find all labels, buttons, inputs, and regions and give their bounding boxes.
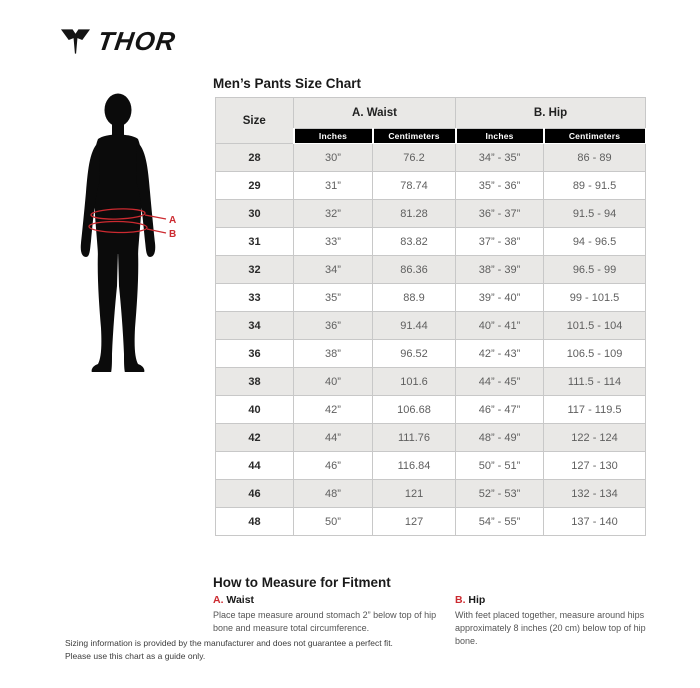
brand-logo bbox=[60, 25, 176, 57]
measure-waist-text: Place tape measure around stomach 2” below top of hip bone and measure total circumference. bbox=[213, 610, 437, 634]
table-row bbox=[216, 508, 646, 536]
disclaimer-line-1: Sizing information is provided by the manufacturer and does not guarantee a perfect fit. bbox=[65, 638, 393, 648]
measure-heading: How to Measure for Fitment bbox=[213, 575, 391, 590]
hip-centimeters-header: Centimeters bbox=[544, 129, 646, 144]
table-row bbox=[216, 424, 646, 452]
waist-inches-header: Inches bbox=[294, 129, 373, 144]
hip-inches-cell: 34” - 35” bbox=[456, 144, 544, 172]
hip-centimeters-cell: 89 - 91.5 bbox=[544, 172, 646, 200]
size-cell: 36 bbox=[216, 340, 294, 368]
size-cell: 33 bbox=[216, 284, 294, 312]
table-row bbox=[216, 340, 646, 368]
waist-inches-cell: 36” bbox=[294, 312, 373, 340]
hip-centimeters-cell: 127 - 130 bbox=[544, 452, 646, 480]
waist-centimeters-cell: 116.84 bbox=[373, 452, 456, 480]
hip-centimeters-cell: 91.5 - 94 bbox=[544, 200, 646, 228]
hip-marker-label: B bbox=[169, 229, 177, 240]
table-row bbox=[216, 144, 646, 172]
size-cell: 46 bbox=[216, 480, 294, 508]
disclaimer-line-2: Please use this chart as a guide only. bbox=[65, 650, 206, 661]
measure-hip-name: Hip bbox=[468, 594, 486, 606]
hip-inches-cell: 36” - 37” bbox=[456, 200, 544, 228]
table-row bbox=[216, 312, 646, 340]
table-row bbox=[216, 256, 646, 284]
waist-centimeters-cell: 88.9 bbox=[373, 284, 456, 312]
disclaimer bbox=[65, 637, 393, 663]
size-cell: 31 bbox=[216, 228, 294, 256]
waist-inches-cell: 38” bbox=[294, 340, 373, 368]
hip-centimeters-cell: 137 - 140 bbox=[544, 508, 646, 536]
waist-inches-cell: 34” bbox=[294, 256, 373, 284]
table-row bbox=[216, 480, 646, 508]
waist-inches-cell: 35” bbox=[294, 284, 373, 312]
measure-hip-section bbox=[455, 594, 667, 648]
hip-inches-cell: 40” - 41” bbox=[456, 312, 544, 340]
hip-centimeters-cell: 117 - 119.5 bbox=[544, 396, 646, 424]
body-measurement-figure bbox=[76, 92, 186, 372]
size-cell: 38 bbox=[216, 368, 294, 396]
size-cell: 34 bbox=[216, 312, 294, 340]
table-row bbox=[216, 172, 646, 200]
size-cell: 30 bbox=[216, 200, 294, 228]
waist-inches-cell: 30” bbox=[294, 144, 373, 172]
table-row bbox=[216, 396, 646, 424]
hip-inches-cell: 46” - 47” bbox=[456, 396, 544, 424]
hip-group-header: B. Hip bbox=[456, 98, 646, 129]
hip-centimeters-cell: 111.5 - 114 bbox=[544, 368, 646, 396]
hip-centimeters-cell: 132 - 134 bbox=[544, 480, 646, 508]
waist-centimeters-cell: 86.36 bbox=[373, 256, 456, 284]
measure-waist-label bbox=[213, 594, 448, 606]
hip-inches-cell: 44” - 45” bbox=[456, 368, 544, 396]
brand-name: THOR bbox=[95, 25, 178, 56]
measure-waist-name: Waist bbox=[226, 594, 255, 606]
size-table bbox=[215, 97, 647, 536]
waist-inches-cell: 33” bbox=[294, 228, 373, 256]
hip-inches-cell: 52” - 53” bbox=[456, 480, 544, 508]
page-title: Men’s Pants Size Chart bbox=[213, 76, 362, 91]
thor-horns-icon bbox=[60, 28, 91, 55]
hip-centimeters-cell: 86 - 89 bbox=[544, 144, 646, 172]
waist-centimeters-cell: 127 bbox=[373, 508, 456, 536]
measure-hip-text: With feet placed together, measure around hips approximately 8 inches (20 cm) below top of hip bone. bbox=[455, 610, 646, 647]
table-row bbox=[216, 200, 646, 228]
size-column-header: Size bbox=[216, 98, 294, 144]
waist-marker-label: A bbox=[169, 215, 177, 226]
waist-inches-cell: 32” bbox=[294, 200, 373, 228]
waist-centimeters-cell: 121 bbox=[373, 480, 456, 508]
hip-centimeters-cell: 99 - 101.5 bbox=[544, 284, 646, 312]
hip-inches-cell: 48” - 49” bbox=[456, 424, 544, 452]
table-row bbox=[216, 228, 646, 256]
waist-inches-cell: 46” bbox=[294, 452, 373, 480]
waist-centimeters-cell: 91.44 bbox=[373, 312, 456, 340]
measure-waist-section bbox=[213, 594, 448, 635]
waist-centimeters-cell: 101.6 bbox=[373, 368, 456, 396]
size-cell: 44 bbox=[216, 452, 294, 480]
waist-inches-cell: 50” bbox=[294, 508, 373, 536]
hip-inches-header: Inches bbox=[456, 129, 544, 144]
waist-centimeters-cell: 83.82 bbox=[373, 228, 456, 256]
waist-centimeters-cell: 78.74 bbox=[373, 172, 456, 200]
table-row bbox=[216, 284, 646, 312]
waist-centimeters-cell: 81.28 bbox=[373, 200, 456, 228]
size-cell: 29 bbox=[216, 172, 294, 200]
hip-centimeters-cell: 106.5 - 109 bbox=[544, 340, 646, 368]
hip-centimeters-cell: 122 - 124 bbox=[544, 424, 646, 452]
size-cell: 28 bbox=[216, 144, 294, 172]
waist-inches-cell: 44” bbox=[294, 424, 373, 452]
measure-hip-label bbox=[455, 594, 667, 606]
table-row bbox=[216, 368, 646, 396]
table-row bbox=[216, 452, 646, 480]
size-cell: 32 bbox=[216, 256, 294, 284]
measure-hip-letter: B. bbox=[455, 594, 466, 606]
measure-waist-letter: A. bbox=[213, 594, 224, 606]
waist-centimeters-cell: 76.2 bbox=[373, 144, 456, 172]
size-cell: 48 bbox=[216, 508, 294, 536]
size-cell: 42 bbox=[216, 424, 294, 452]
waist-centimeters-cell: 96.52 bbox=[373, 340, 456, 368]
hip-inches-cell: 54” - 55” bbox=[456, 508, 544, 536]
hip-inches-cell: 50” - 51” bbox=[456, 452, 544, 480]
hip-centimeters-cell: 101.5 - 104 bbox=[544, 312, 646, 340]
waist-inches-cell: 40” bbox=[294, 368, 373, 396]
hip-inches-cell: 42” - 43” bbox=[456, 340, 544, 368]
waist-group-header: A. Waist bbox=[294, 98, 456, 129]
waist-centimeters-cell: 106.68 bbox=[373, 396, 456, 424]
waist-centimeters-cell: 111.76 bbox=[373, 424, 456, 452]
hip-inches-cell: 35” - 36” bbox=[456, 172, 544, 200]
hip-centimeters-cell: 94 - 96.5 bbox=[544, 228, 646, 256]
hip-inches-cell: 37” - 38” bbox=[456, 228, 544, 256]
waist-inches-cell: 31” bbox=[294, 172, 373, 200]
size-table-wrap bbox=[215, 97, 645, 536]
hip-inches-cell: 38” - 39” bbox=[456, 256, 544, 284]
hip-inches-cell: 39” - 40” bbox=[456, 284, 544, 312]
hip-centimeters-cell: 96.5 - 99 bbox=[544, 256, 646, 284]
size-cell: 40 bbox=[216, 396, 294, 424]
waist-inches-cell: 42” bbox=[294, 396, 373, 424]
size-table-body bbox=[216, 144, 646, 536]
waist-inches-cell: 48” bbox=[294, 480, 373, 508]
waist-centimeters-header: Centimeters bbox=[373, 129, 456, 144]
